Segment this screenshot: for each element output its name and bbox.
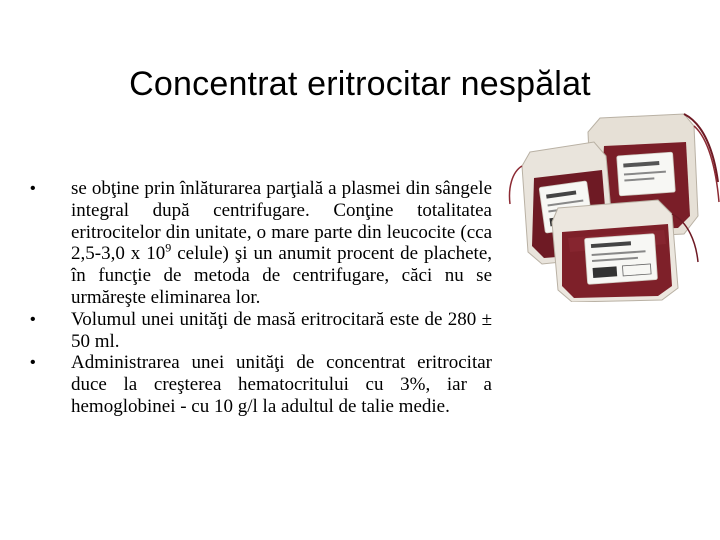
bullet-dot: • [30,354,36,372]
slide-title: Concentrat eritrocitar nespălat [129,64,591,103]
bullet-text: Volumul unei unităţi de masă eritrocitară este de 280 ± 50 ml. [71,308,492,352]
bullet-item [30,178,492,309]
bullet-item [30,309,492,353]
bullet-dot: • [30,180,36,197]
bullet-list [30,178,492,418]
bullet-text: din sângele integral după centrifugare. Conţine totalitatea eritrocitelor din unitate, o mare parte din leucocite (cca 2,5-3,0 x 10 [71,178,492,265]
exponent: 9 [165,241,172,256]
bullet-dot: • [30,310,36,328]
bullet-text-first-line: se obţine prin înlăturarea parţială a plasmei [71,178,401,199]
blood-bags-image [508,112,720,302]
bullet-text-continued: celule) şi un anumit procent de plachete, în funcţie de metoda de centrifugare, căci nu se urmăreşte eliminarea lor. [71,243,493,308]
bullet-text: Administrarea unei unităţi de concentrat eritrocitar duce la creşterea hematocritului cu 3%, iar a hemoglobinei - cu 10 g/l la adultul de talie medie. [71,352,492,417]
bullet-item [30,352,492,417]
